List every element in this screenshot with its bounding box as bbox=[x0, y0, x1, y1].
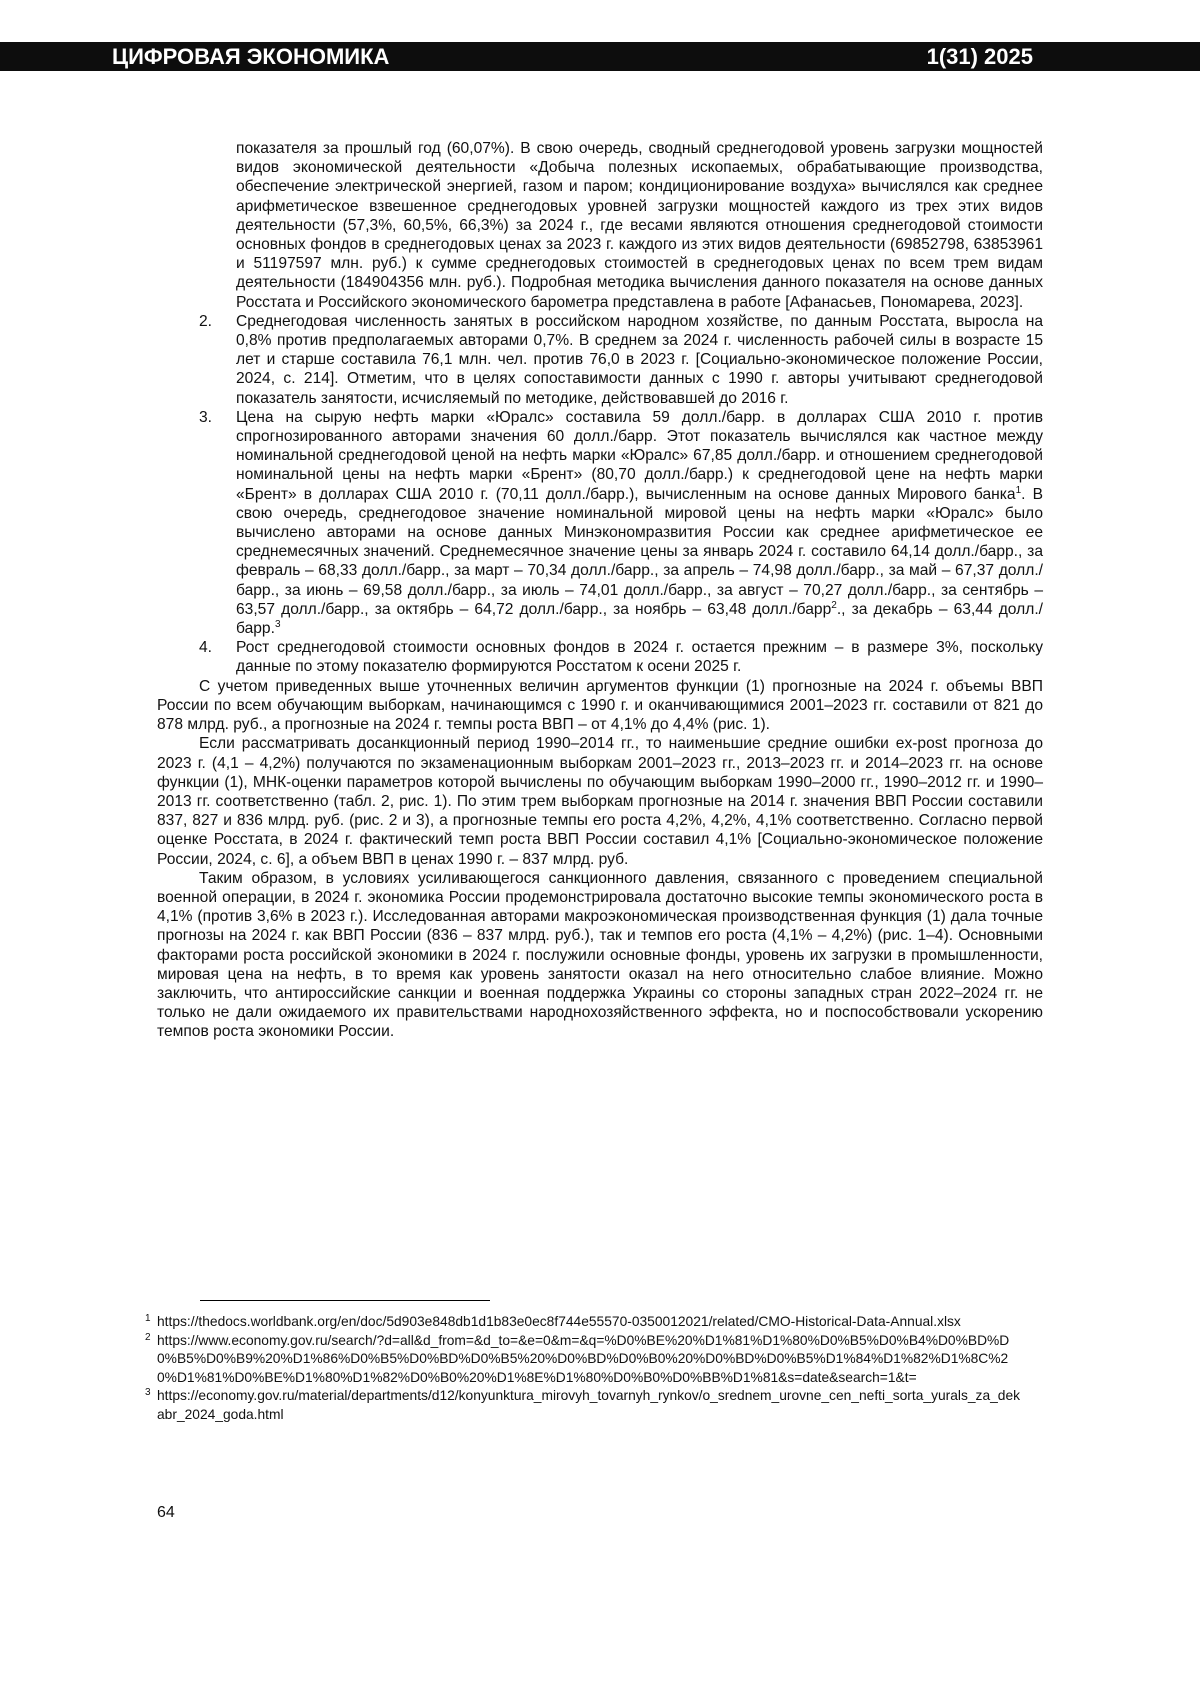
list-item bbox=[157, 638, 1043, 676]
list-item-number: 2. bbox=[199, 312, 212, 331]
footnote bbox=[145, 1332, 1025, 1388]
footnote-separator bbox=[200, 1300, 490, 1301]
footnote bbox=[145, 1313, 1025, 1332]
running-header bbox=[0, 42, 1200, 71]
footnote-link[interactable]: https://www.economy.gov.ru/search/?d=all&d_from=&d_to=&e=0&m=&q=%D0%BE%20%D1%81%D1%80%D0%B5%D0%B4%D0%BD%D0%B5%D0%B9%20%D1%86%D0%B5%D0%BD%D0%B5%20%D0%BD%D0%B0%20%D0%BD%D0%B5%D1%84%D1%82%D1%8C%20%D1%81%D0%BE%D1%80%D1%82%D0%B0%20%D1%8E%D1%80%D0%B0%D0%BB%D1%81&s=date&search=1&t= bbox=[157, 1333, 1009, 1385]
footnote-mark: 2 bbox=[145, 1329, 151, 1348]
footnote-mark: 3 bbox=[145, 1384, 151, 1403]
footnote-link[interactable]: https://economy.gov.ru/material/departments/d12/konyunktura_mirovyh_tovarnyh_rynkov/o_srednem_urovne_cen_nefti_sorta_yurals_za_dekabr_2024_goda.html bbox=[157, 1388, 1020, 1422]
footnote-link[interactable]: https://thedocs.worldbank.org/en/doc/5d903e848db1d1b83e0ec8f744e55570-0350012021/related/CMO-Historical-Data-Annual.xlsx bbox=[157, 1314, 961, 1329]
list-item-text: . В свою очередь, среднегодовое значение номинальной мировой цены на нефть марки «Юралс» было вычислено авторами на основе данных Минэкономразвития России как среднее арифметическое ее среднемесячных значений. Среднемесячное значение цены за январь 2024 г. составило 64,14 долл./барр., за февраль – 68,33 долл./барр., за март – 70,34 долл./барр., за апрель – 74,98 долл./барр., за май – 67,37 долл./барр., за июнь – 69,58 долл./барр., за июль – 74,01 долл./барр., за август – 70,27 долл./барр., за сентябрь – 63,57 долл./барр., за октябрь – 64,72 долл./барр., за ноябрь – 63,48 долл./барр bbox=[236, 486, 1043, 618]
footnote-ref[interactable]: 3 bbox=[275, 619, 281, 630]
article-body bbox=[157, 139, 1043, 1042]
list-item-text: Среднегодовая численность занятых в российском народном хозяйстве, по данным Росстата, выросла на 0,8% против предполагаемых авторами 0,7%. В среднем за 2024 г. численность рабочей силы в возрасте 15 лет и старше составила 76,1 млн. чел. против 76,0 в 2023 г. [Социально-экономическое положение России, 2024, с. 214]. Отметим, что в целях сопоставимости данных с 1990 г. авторы учитывают среднегодовой показатель занятости, исчисляемый по методике, действовавшей до 2016 г. bbox=[236, 313, 1043, 407]
footnote bbox=[145, 1387, 1025, 1424]
list-item-1-continuation: показателя за прошлый год (60,07%). В свою очередь, сводный среднегодовой уровень загрузки мощностей видов экономической деятельности «Добыча полезных ископаемых, обрабатывающие производства, обеспечение электрической энергией, газом и паром; кондиционирование воздуха» вычислялся как среднее арифметическое взвешенное среднегодовых уровней загрузки мощностей каждого из трех этих видов деятельности (57,3%, 60,5%, 66,3%) за 2024 г., где весами являются отношения среднегодовой стоимости основных фондов в среднегодовых ценах за 2023 г. каждого из этих видов деятельности (69852798, 63853961 и 51197597 млн. руб.) к сумме среднегодовых стоимостей в среднегодовых ценах по всем трем видам деятельности (184904356 млн. руб.). Подробная методика вычисления данного показателя на основе данных Росстата и Российского экономического барометра представлена в работе [Афанасьев, Пономарева, 2023]. bbox=[236, 139, 1043, 312]
list-item-number: 3. bbox=[199, 408, 212, 427]
footnotes bbox=[145, 1313, 1025, 1424]
list-item bbox=[157, 408, 1043, 638]
page-number: 64 bbox=[157, 1504, 175, 1522]
indicator-list bbox=[157, 312, 1043, 677]
footnote-mark: 1 bbox=[145, 1310, 151, 1329]
list-item-text: ., за декабрь – 63,44 долл./барр. bbox=[236, 601, 1043, 637]
issue-number: 1(31) 2025 bbox=[927, 42, 1033, 71]
list-item bbox=[157, 312, 1043, 408]
journal-title: ЦИФРОВАЯ ЭКОНОМИКА bbox=[112, 42, 389, 71]
list-item-number: 4. bbox=[199, 638, 212, 657]
body-paragraph: Если рассматривать досанкционный период 1990–2014 гг., то наименьшие средние ошибки ex-post прогноза до 2023 г. (4,1 – 4,2%) получаются по экзаменационным выборкам 2001–2023 гг., 2013–2023 гг. и 2014–2023 гг. на основе функции (1), МНК-оценки параметров которой вычислены по обучающим выборкам 1990–2000 гг., 1990–2012 гг. и 1990–2013 гг. соответственно (табл. 2, рис. 1). По этим трем выборкам прогнозные на 2014 г. значения ВВП России составили 837, 827 и 836 млрд. руб. (рис. 2 и 3), а прогнозные темпы его роста 4,2%, 4,2%, 4,1% соответственно. Согласно первой оценке Росстата, в 2024 г. фактический темп роста ВВП России составил 4,1% [Социально-экономическое положение России, 2024, с. 6], а объем ВВП в ценах 1990 г. – 837 млрд. руб. bbox=[157, 734, 1043, 868]
body-paragraph: С учетом приведенных выше уточненных величин аргументов функции (1) прогнозные на 2024 г. объемы ВВП России по всем обучающим выборкам, начинающимся с 1990 г. и оканчивающимися 2001–2023 гг. составили от 821 до 878 млрд. руб., а прогнозные на 2024 г. темпы роста ВВП – от 4,1% до 4,4% (рис. 1). bbox=[157, 677, 1043, 735]
list-item-text: Цена на сырую нефть марки «Юралс» составила 59 долл./барр. в долларах США 2010 г. против спрогнозированного авторами значения 60 долл./барр. Этот показатель вычислялся как частное между номинальной среднегодовой ценой на нефть марки «Юралс» 67,85 долл./барр. и отношением среднегодовой номинальной цены на нефть марки «Брент» (80,70 долл./барр.) к среднегодовой цене на нефть марки «Брент» в долларах США 2010 г. (70,11 долл./барр.), вычисленным на основе данных Мирового банка bbox=[236, 409, 1043, 503]
body-paragraph: Таким образом, в условиях усиливающегося санкционного давления, связанного с проведением специальной военной операции, в 2024 г. экономика России продемонстрировала достаточно высокие темпы экономического роста в 4,1% (против 3,6% в 2023 г.). Исследованная авторами макроэкономическая производственная функция (1) дала точные прогнозы на 2024 г. как ВВП России (836 – 837 млрд. руб.), так и темпов его роста (4,1% – 4,2%) (рис. 1–4). Основными факторами роста российской экономики в 2024 г. послужили основные фонды, уровень их загрузки в промышленности, мировая цена на нефть, в то время как уровень занятости оказал на него относительно слабое влияние. Можно заключить, что антироссийские санкции и военная поддержка Украины со стороны западных стран 2022–2024 гг. не только не дали ожидаемого их правительствами народнохозяйственного эффекта, но и поспособствовали ускорению темпов роста экономики России. bbox=[157, 869, 1043, 1042]
footnote-ref[interactable]: 1 bbox=[1016, 484, 1022, 495]
list-item-text: Рост среднегодовой стоимости основных фондов в 2024 г. остается прежним – в размере 3%, поскольку данные по этому показателю формируются Росстатом к осени 2025 г. bbox=[236, 639, 1043, 675]
footnote-ref[interactable]: 2 bbox=[831, 600, 837, 611]
